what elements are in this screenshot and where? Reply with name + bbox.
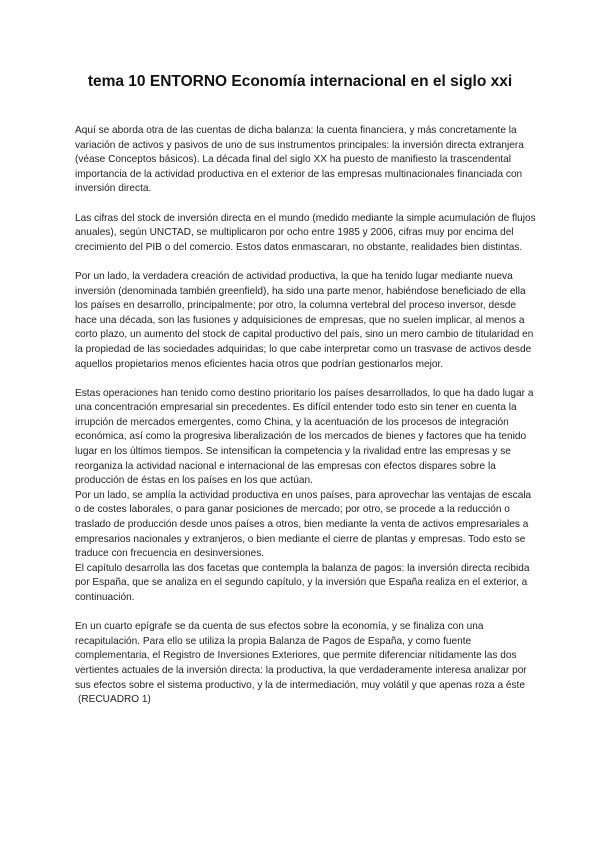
paragraph: Aquí se aborda otra de las cuentas de dicha balanza: la cuenta financiera, y más concretamente la variación de activos y pasivos de uno de sus instrumentos principales: la inversión directa extranjera (véase Conceptos básicos). La década final del siglo XX ha puesto de manifiesto la trascendental importancia de la actividad productiva en el exterior de las empresas multinacionales financiada con inversión directa. [75,125,524,195]
paragraph: Por un lado, se amplía la actividad productiva en unos países, para aprovechar las ventajas de escala o de costes laborales, o para ganar posiciones de mercado; por otro, se procede a la reducción o traslado de producción desde unos países a otros, bien mediante la venta de activos empresariales a empresarios nacionales y extranjeros, o bien mediante el cierre de plantas y empresas. Todo esto se traduce con frecuencia en desinversiones. [75,489,532,560]
paragraph: El capítulo desarrolla las dos facetas que contempla la balanza de pagos: la inversión directa recibida por España, que se analiza en el segundo capítulo, y la inversión que España realiza en el exterior, a continuación. [75,562,530,603]
document-title: tema 10 ENTORNO Economía internacional en el siglo xxi [87,73,513,90]
box-reference-caption: (RECUADRO 1) [78,694,151,706]
paragraph: Estas operaciones han tenido como destino prioritario los países desarrollados, lo que ha dado lugar a una concentración empresarial sin precedentes. Es difícil entender todo esto sin tener en cuenta la irrupción de mercados emergentes, como China, y la acentuación de los procesos de integración económica, así como la progresiva liberalización de los mercados de bienes y factores que ha tenido lugar en los últimos tiempos. Se intensifican la competencia y la rivalidad entre las empresas y se reorganiza la actividad nacional e internacional de las empresas con efectos dispares sobre la producción de éstas en los países en los que actúan. [75,387,534,487]
paragraph: En un cuarto epígrafe se da cuenta de sus efectos sobre la economía, y se finaliza con una recapitulación. Para ello se utiliza la propia Balanza de Pagos de España, y como fuente complementaria, el Registro de Inversiones Exteriores, que permite diferenciar nítidamente las dos vertientes actuales de la inversión directa: la productiva, la que verdaderamente interesa analizar por sus efectos sobre el sistema productivo, y la de intermediación, muy volátil y que apenas roza a éste [75,621,527,691]
paragraph: Por un lado, la verdadera creación de actividad productiva, la que ha tenido lugar mediante nueva inversión (denominada también greenfield), ha sido una parte menor, habiéndose beneficiado de ella los países en desarrollo, principalmente; por otro, la columna vertebral del proceso inversor, desde hace una década, son las fusiones y adquisiciones de empresas, que no suelen implicar, al menos a corto plazo, un aumento del stock de capital productivo del país, sino un mero cambio de titularidad en la propiedad de las sociedades adquiridas; lo que cabe interpretar como un trasvase de activos desde aquellos propietarios menos eficientes hacia otros que podrían gestionarlos mejor. [75,270,534,370]
paragraph: Las cifras del stock de inversión directa en el mundo (medido mediante la simple acumulación de flujos anuales), según UNCTAD, se multiplicaron por ocho entre 1985 y 2006, cifras muy por encima del crecimiento del PIB o del comercio. Estos datos enmascaran, no obstante, realidades bien distintas. [75,212,536,253]
document-body [75,124,537,708]
